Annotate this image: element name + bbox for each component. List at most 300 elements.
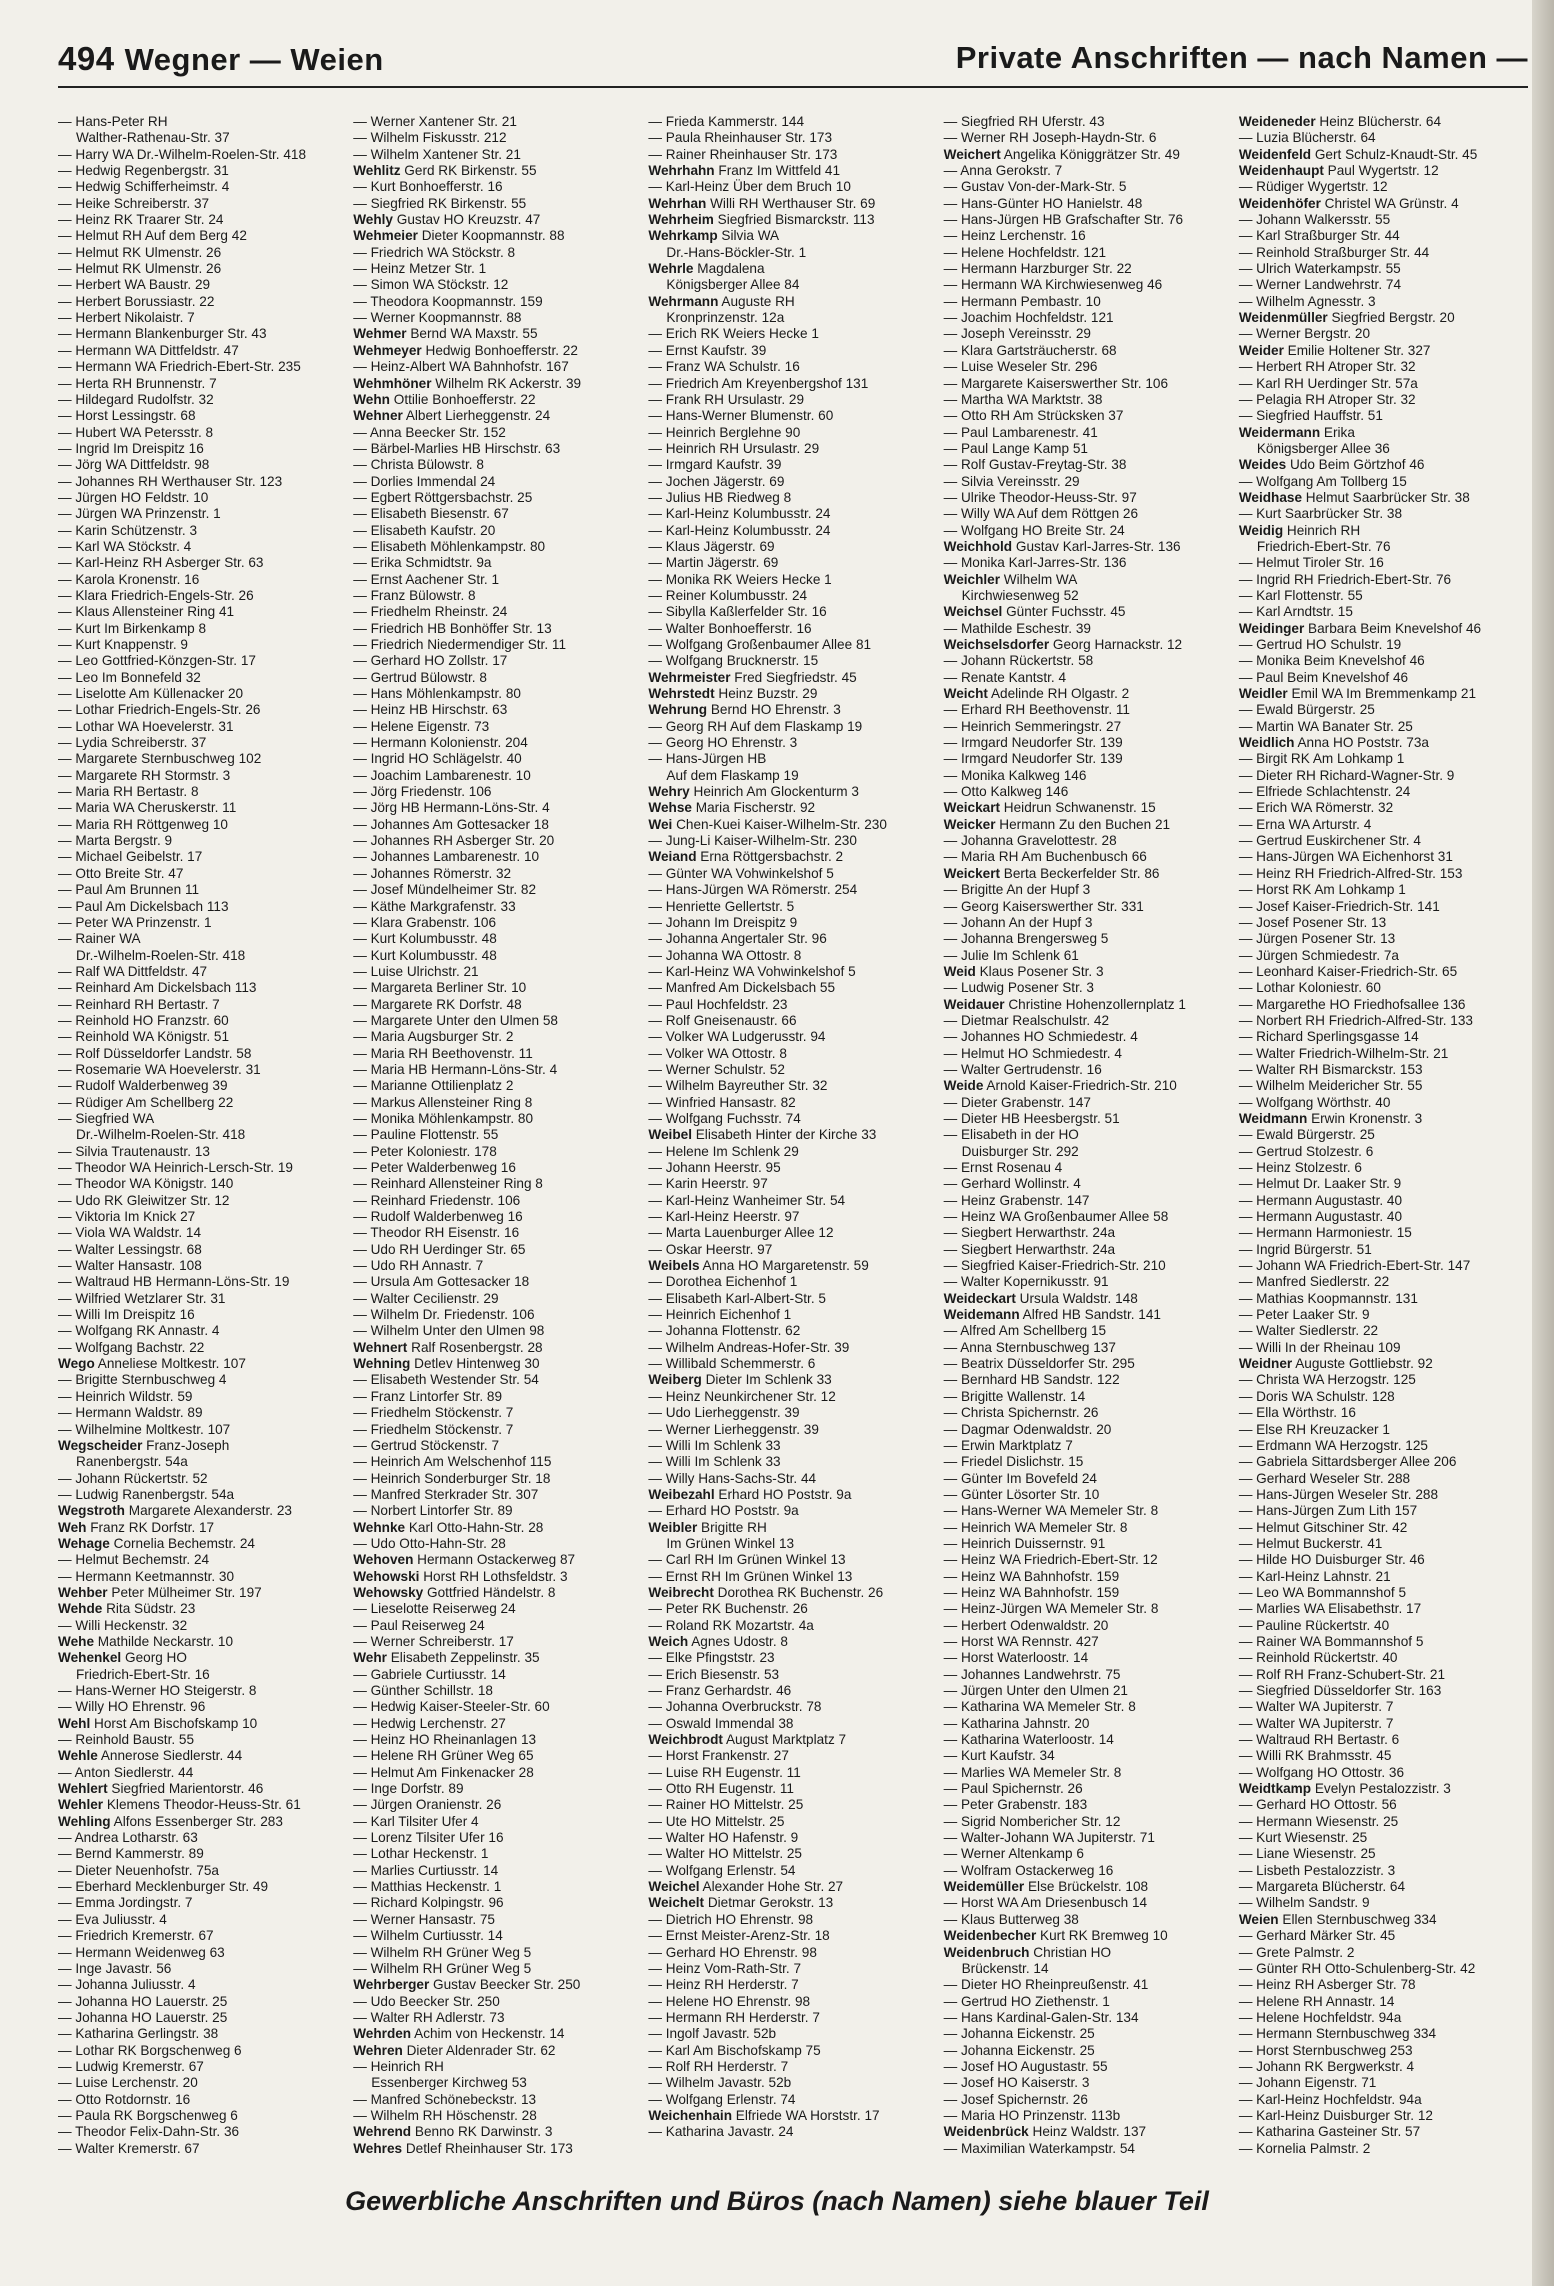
directory-entry: — Pauline Rückertstr. 40: [1238, 1617, 1390, 1633]
directory-entry: Weid Klaus Posener Str. 3: [943, 963, 1104, 979]
directory-entry: Wehlert Siegfried Marientorstr. 46: [58, 1781, 264, 1797]
directory-entry: Wegscheider Franz-Joseph: [58, 1437, 230, 1453]
directory-entry: — Wolfgang Am Tollberg 15: [1238, 473, 1407, 489]
directory-entry: — Wilhelm Sandstr. 9: [1238, 1895, 1370, 1911]
header-left: [58, 40, 384, 78]
directory-entry: — Siegfried RH Uferstr. 43: [943, 114, 1105, 129]
directory-entry: Wei Chen-Kuei Kaiser-Wilhelm-Str. 230: [648, 816, 887, 832]
directory-entry: — Wilhelm RH Grüner Weg 5: [353, 1960, 532, 1976]
directory-entry: Weicker Hermann Zu den Buchen 21: [943, 816, 1171, 832]
directory-entry: — Friedrich Am Kreyenbergshof 131: [648, 375, 869, 391]
directory-entry: — Karl-Heinz WA Vohwinkelshof 5: [648, 963, 856, 979]
directory-entry: — Brigitte Wallenstr. 14: [943, 1388, 1086, 1404]
directory-entry: Wehowsky Gottfried Händelstr. 8: [353, 1584, 556, 1600]
directory-entry: — Karl RH Uerdinger Str. 57a: [1238, 375, 1418, 391]
directory-entry: — Lisbeth Pestalozzistr. 3: [1238, 1862, 1396, 1878]
directory-entry: — Dieter RH Richard-Wagner-Str. 9: [1238, 767, 1455, 783]
directory-entry: — Gerhard Weseler Str. 288: [1238, 1470, 1411, 1486]
directory-entry: — Klara Gartsträucherstr. 68: [943, 342, 1117, 358]
directory-entry: — Franz Bülowstr. 8: [353, 587, 476, 603]
directory-entry: — Ernst RH Im Grünen Winkel 13: [648, 1568, 853, 1584]
directory-entry: — Maria RH Röttgenweg 10: [58, 816, 228, 832]
directory-entry: — Klaus Allensteiner Ring 41: [58, 604, 235, 620]
directory-entry: — Christa WA Herzogstr. 125: [1238, 1372, 1416, 1388]
directory-entry: — Katharina Waterloostr. 14: [943, 1732, 1114, 1748]
directory-entry: — Klaus Jägerstr. 69: [648, 538, 775, 554]
directory-entry: Wehle Annerose Siedlerstr. 44: [58, 1748, 243, 1764]
directory-entry: — Frieda Kammerstr. 144: [648, 114, 805, 129]
directory-entry: — Renate Kantstr. 4: [943, 669, 1067, 685]
directory-entry: — Dieter Neuenhofstr. 75a: [58, 1862, 219, 1878]
directory-entry: — Helene RH Grüner Weg 65: [353, 1748, 534, 1764]
directory-entry: — Josef Spichernstr. 26: [943, 2091, 1088, 2107]
directory-entry: — Heinz RH Friedrich-Alfred-Str. 153: [1238, 865, 1463, 881]
directory-entry: Weidenbrück Heinz Waldstr. 137: [943, 2124, 1147, 2140]
directory-entry: Weideckart Ursula Waldstr. 148: [943, 1290, 1138, 1306]
directory-entry: — Kurt Knappenstr. 9: [58, 637, 188, 652]
directory-entry: — Dieter HB Heesbergstr. 51: [943, 1110, 1120, 1126]
directory-entry: — Werner Landwehrstr. 74: [1238, 277, 1402, 293]
directory-entry: — Siegfried Kaiser-Friedrich-Str. 210: [943, 1258, 1166, 1274]
directory-entry: — Friedrich WA Stöckstr. 8: [353, 244, 516, 260]
directory-entry: Wehning Detlev Hintenweg 30: [353, 1356, 540, 1372]
directory-entry: — Maria WA Cheruskerstr. 11: [58, 800, 237, 816]
directory-entry: — Christa Spichernstr. 26: [943, 1405, 1099, 1421]
directory-entry: — Heinz HO Rheinanlagen 13: [353, 1732, 537, 1748]
page-number: 494: [58, 40, 115, 77]
directory-entry: Wehmer Bernd WA Maxstr. 55: [353, 326, 538, 342]
directory-entry: — Volker WA Ottostr. 8: [648, 1045, 787, 1061]
directory-entry: — Ingrid RH Friedrich-Ebert-Str. 76: [1238, 571, 1452, 587]
directory-entry: — Friedrich Niedermendiger Str. 11: [353, 637, 567, 652]
directory-entry: — Kurt Kolumbusstr. 48: [353, 947, 497, 963]
directory-entry: — Hilde HO Duisburger Str. 46: [1238, 1552, 1425, 1568]
directory-entry: — Walter WA Jupiterstr. 7: [1238, 1715, 1394, 1731]
directory-entry: — Wolfgang HO Ottostr. 36: [1238, 1764, 1405, 1780]
directory-entry: — Manfred Sterkrader Str. 307: [353, 1486, 539, 1502]
directory-entry: Wego Anneliese Moltkestr. 107: [58, 1356, 246, 1372]
directory-entry: — Hans-Peter RH: [58, 114, 168, 129]
directory-entry: — Reinhold HO Franzstr. 60: [58, 1012, 229, 1028]
directory-entry: — Anna Beecker Str. 152: [353, 424, 506, 440]
directory-entry: — Henriette Gellertstr. 5: [648, 898, 795, 914]
directory-entry: — Otto Kalkweg 146: [943, 784, 1069, 800]
directory-entry: — Helmut RK Ulmenstr. 26: [58, 244, 222, 260]
directory-entry: — Reiner Kolumbusstr. 24: [648, 587, 808, 603]
directory-entry: — Heinrich RH: [353, 2058, 444, 2074]
directory-entry: — Paul Hochfeldstr. 23: [648, 996, 788, 1012]
directory-entry: — Eva Juliusstr. 4: [58, 1911, 167, 1927]
directory-entry: — Lorenz Tilsiter Ufer 16: [353, 1830, 504, 1846]
directory-entry: — Josef HO Kaiserstr. 3: [943, 2075, 1090, 2091]
section-title: Private Anschriften — nach Namen —: [955, 40, 1528, 75]
directory-entry: — Luise Lerchenstr. 20: [58, 2075, 198, 2091]
directory-entry: — Ulrike Theodor-Heuss-Str. 97: [943, 489, 1137, 505]
directory-entry: — Horst Sternbuschweg 253: [1238, 2042, 1413, 2058]
directory-entry: — Paul Am Dickelsbach 113: [58, 898, 229, 914]
directory-entry: — Karola Kronenstr. 16: [58, 571, 200, 587]
directory-entry: — Oswald Immendal 38: [648, 1715, 794, 1731]
directory-entry: Weidenhöfer Christel WA Grünstr. 4: [1238, 195, 1459, 211]
directory-entry: Wehry Heinrich Am Glockenturm 3: [648, 784, 859, 800]
directory-entry: — Wolfgang HO Breite Str. 24: [943, 522, 1125, 538]
directory-entry: — Irmgard Neudorfer Str. 139: [943, 751, 1123, 767]
directory-entry: — Marta Lauenburger Allee 12: [648, 1225, 834, 1241]
directory-entry: — Johanna Flottenstr. 62: [648, 1323, 801, 1339]
directory-entry: — Udo RH Uerdinger Str. 65: [353, 1241, 526, 1257]
column-1: [58, 114, 347, 2156]
directory-entry: — Wolfgang Fuchsstr. 74: [648, 1110, 801, 1126]
directory-entry: — Silvia Vereinsstr. 29: [943, 473, 1080, 489]
directory-entry: — Norbert RH Friedrich-Alfred-Str. 133: [1238, 1012, 1473, 1028]
directory-entry: — Grete Palmstr. 2: [1238, 1944, 1355, 1960]
directory-entry: — Wolfgang Brucknerstr. 15: [648, 653, 819, 669]
directory-entry: — Klara Grabenstr. 106: [353, 914, 497, 930]
directory-entry: — Helene Hochfeldstr. 121: [943, 244, 1107, 260]
directory-entry: Weickert Berta Beckerfelder Str. 86: [943, 865, 1160, 881]
directory-entry: — Günter Im Bovefeld 24: [943, 1470, 1097, 1486]
directory-entry: — Lothar Friedrich-Engels-Str. 26: [58, 702, 261, 718]
directory-entry: Wehmhöner Wilhelm RK Ackerstr. 39: [353, 375, 582, 391]
directory-entry: — Willy HO Ehrenstr. 96: [58, 1699, 206, 1715]
directory-entry: — Walter Gertrudenstr. 16: [943, 1061, 1102, 1077]
directory-entry: — Heinz Stolzestr. 6: [1238, 1160, 1362, 1175]
directory-entry: — Paul Lambarenestr. 41: [943, 424, 1098, 440]
directory-entry: — Herbert RH Atroper Str. 32: [1238, 359, 1416, 375]
directory-entry: — Helmut HO Schmiedestr. 4: [943, 1045, 1122, 1061]
directory-entry: — Rainer Rheinhauser Str. 173: [648, 146, 838, 162]
directory-entry: — Elisabeth Kaufstr. 20: [353, 522, 496, 538]
directory-entry: — Johannes Lambarenestr. 10: [353, 849, 540, 865]
directory-entry: Weichselsdorfer Georg Harnackstr. 12: [943, 637, 1183, 652]
directory-entry: — Walter RH Adlerstr. 73: [353, 2009, 505, 2025]
directory-entry: — Horst WA Am Driesenbusch 14: [943, 1895, 1148, 1911]
directory-entry: — Franz WA Schulstr. 16: [648, 359, 800, 375]
column-2: [353, 114, 642, 2156]
directory-entry: Weidig Heinrich RH: [1238, 522, 1361, 538]
directory-entry: — Kurt Saarbrücker Str. 38: [1238, 506, 1403, 522]
directory-entry: — Hermann Harmoniestr. 15: [1238, 1225, 1412, 1241]
directory-entry: — Reinhold Baustr. 55: [58, 1732, 195, 1748]
directory-entry: — Käthe Markgrafenstr. 33: [353, 898, 516, 914]
directory-entry: Wehling Alfons Essenberger Str. 283: [58, 1813, 283, 1829]
directory-entry: — Wilhelm Fiskusstr. 212: [353, 130, 507, 146]
directory-entry: — Wilfried Wetzlarer Str. 31: [58, 1290, 226, 1306]
directory-entry: — Inge Javastr. 56: [58, 1960, 172, 1976]
directory-entry: — Johann WA Friedrich-Ebert-Str. 147: [1238, 1258, 1471, 1274]
directory-entry: — Hans-Jürgen Zum Lith 157: [1238, 1503, 1418, 1519]
directory-entry: — Gertrud Stolzestr. 6: [1238, 1143, 1374, 1159]
directory-entry: Dr.-Wilhelm-Roelen-Str. 418: [76, 947, 246, 963]
directory-entry: — Herbert Odenwaldstr. 20: [943, 1617, 1109, 1633]
directory-entry: — Peter WA Prinzenstr. 1: [58, 914, 212, 930]
directory-entry: — Heinrich Duissernstr. 91: [943, 1535, 1106, 1551]
directory-entry: — Rainer WA Bommannshof 5: [1238, 1633, 1424, 1649]
directory-entry: — Monika Möhlenkampstr. 80: [353, 1110, 534, 1126]
page-header: [58, 40, 1528, 88]
directory-entry: — Anna Sternbuschweg 137: [943, 1339, 1116, 1355]
directory-entry: — Werner Hansastr. 75: [353, 1911, 495, 1927]
directory-entry: — Jürgen Posener Str. 13: [1238, 931, 1396, 947]
directory-entry: Weidmann Erwin Kronenstr. 3: [1238, 1110, 1423, 1126]
directory-entry: — Peter RK Buchenstr. 26: [648, 1601, 808, 1617]
directory-entry: — Otto Breite Str. 47: [58, 865, 184, 881]
directory-entry: Wehr Elisabeth Zeppelinstr. 35: [353, 1650, 540, 1666]
directory-entry: — Siegbert Herwarthstr. 24a: [943, 1225, 1116, 1241]
directory-entry: — Werner Xantener Str. 21: [353, 114, 517, 129]
directory-entry: — Karin Heerstr. 97: [648, 1176, 768, 1192]
directory-entry: — Georg Kaiserswerther Str. 331: [943, 898, 1144, 914]
directory-entry: Ranenbergstr. 54a: [76, 1454, 188, 1470]
directory-entry: — Willy WA Auf dem Röttgen 26: [943, 506, 1139, 522]
directory-entry: — Wilhelm Curtiusstr. 14: [353, 1928, 503, 1944]
directory-entry: Wehoven Hermann Ostackerweg 87: [353, 1552, 576, 1568]
directory-entry: — Udo Otto-Hahn-Str. 28: [353, 1535, 506, 1551]
directory-entry: — Hans Möhlenkampstr. 80: [353, 686, 521, 702]
directory-entry: Weider Emilie Holtener Str. 327: [1238, 342, 1431, 358]
directory-entry: — Lydia Schreiberstr. 37: [58, 735, 207, 751]
directory-entry: Weibler Brigitte RH: [648, 1519, 767, 1535]
directory-entry: Weichelt Dietmar Gerokstr. 13: [648, 1895, 834, 1911]
directory-entry: — Liselotte Am Küllenacker 20: [58, 686, 244, 702]
directory-entry: — Johann Heerstr. 95: [648, 1160, 781, 1175]
directory-entry: — Hedwig Lerchenstr. 27: [353, 1715, 506, 1731]
directory-entry: — Hermann Sternbuschweg 334: [1238, 2026, 1437, 2042]
directory-entry: — Leo WA Bommannshof 5: [1238, 1584, 1407, 1600]
directory-entry: — Udo Beecker Str. 250: [353, 1993, 500, 2009]
directory-entry: Weichbrodt August Marktplatz 7: [648, 1732, 847, 1748]
directory-entry: — Gustav Von-der-Mark-Str. 5: [943, 179, 1127, 195]
directory-entry: — Margarete RH Stormstr. 3: [58, 767, 231, 783]
directory-entry: — Gertrud Bülowstr. 8: [353, 669, 487, 685]
directory-entry: — Silvia Trautenaustr. 13: [58, 1143, 210, 1159]
directory-entry: — Karl Am Bischofskamp 75: [648, 2042, 821, 2058]
directory-entry: — Rolf Gustav-Freytag-Str. 38: [943, 457, 1127, 473]
directory-entry: — Julie Im Schlenk 61: [943, 947, 1079, 963]
directory-entry: Friedrich-Ebert-Str. 76: [1256, 538, 1391, 554]
directory-entry: — Paul Lange Kamp 51: [943, 440, 1088, 456]
directory-entry: — Ute HO Mittelstr. 25: [648, 1813, 785, 1829]
directory-entry: Weidemann Alfred HB Sandstr. 141: [943, 1307, 1161, 1323]
directory-entry: Wehlitz Gerd RK Birkenstr. 55: [353, 163, 537, 179]
directory-entry: — Walter HO Mittelstr. 25: [648, 1846, 802, 1862]
directory-entry: — Georg HO Ehrenstr. 3: [648, 735, 798, 751]
directory-entry: — Ingrid Im Dreispitz 16: [58, 440, 204, 456]
directory-entry: Weidemüller Else Brückelstr. 108: [943, 1879, 1149, 1895]
directory-entry: — Reinhard RH Bertastr. 7: [58, 996, 220, 1012]
directory-entry: — Hans-Jürgen Weseler Str. 288: [1238, 1486, 1439, 1502]
directory-entry: — Viola WA Waldstr. 14: [58, 1225, 202, 1241]
directory-entry: — Jung-Li Kaiser-Wilhelm-Str. 230: [648, 833, 857, 849]
directory-entry: — Erika Schmidtstr. 9a: [353, 555, 492, 571]
directory-entry: Wehrheim Siegfried Bismarckstr. 113: [648, 212, 875, 228]
directory-entry: — Jürgen Unter den Ulmen 21: [943, 1683, 1128, 1698]
directory-entry: — Wolfgang Erlenstr. 54: [648, 1862, 796, 1878]
directory-entry: — Manfred Schönebeckstr. 13: [353, 2091, 537, 2107]
directory-entry: Weidler Emil WA Im Bremmenkamp 21: [1238, 686, 1477, 702]
directory-entry: Weich Agnes Udostr. 8: [648, 1633, 788, 1649]
directory-entry: — Heinz Metzer Str. 1: [353, 261, 487, 277]
directory-entry: — Ewald Bürgerstr. 25: [1238, 702, 1375, 718]
directory-entry: — Wilhelm Bayreuther Str. 32: [648, 1078, 828, 1094]
directory-entry: — Ernst Aachener Str. 1: [353, 571, 500, 587]
directory-entry: — Karl-Heinz Hochfeldstr. 94a: [1238, 2091, 1422, 2107]
directory-entry: Wehner Albert Lierheggenstr. 24: [353, 408, 551, 424]
directory-entry: — Heinz Neunkirchener Str. 12: [648, 1388, 836, 1404]
directory-entry: — Marlies Curtiusstr. 14: [353, 1862, 499, 1878]
directory-entry: — Karl-Heinz Duisburger Str. 12: [1238, 2107, 1433, 2123]
column-4: [943, 114, 1233, 2156]
directory-entry: — Theodor WA Königstr. 140: [58, 1176, 234, 1192]
directory-entry: — Pelagia RH Atroper Str. 32: [1238, 391, 1416, 407]
directory-entry: — Johannes Am Gottesacker 18: [353, 816, 549, 832]
directory-entry: — Oskar Heerstr. 97: [648, 1241, 773, 1257]
directory-entry: — Lothar Heckenstr. 1: [353, 1846, 489, 1862]
directory-entry: — Elisabeth Möhlenkampstr. 80: [353, 538, 546, 554]
directory-entry: — Kurt Kaufstr. 34: [943, 1748, 1055, 1764]
directory-entry: — Martha WA Marktstr. 38: [943, 391, 1103, 407]
directory-entry: — Kurt Bonhoefferstr. 16: [353, 179, 503, 195]
directory-entry: — Johanna Juliusstr. 4: [58, 1977, 196, 1993]
directory-entry: — Hermann Blankenburger Str. 43: [58, 326, 267, 342]
directory-entry: — Ingolf Javastr. 52b: [648, 2026, 777, 2042]
directory-entry: — Katharina Gerlingstr. 38: [58, 2026, 219, 2042]
directory-entry: — Friedhelm Rheinstr. 24: [353, 604, 508, 620]
directory-entry: — Peter Laaker Str. 9: [1238, 1307, 1370, 1323]
directory-entry: — Johann Im Dreispitz 9: [648, 914, 798, 930]
directory-entry: — Hans-Jürgen HB Grafschafter Str. 76: [943, 212, 1184, 228]
directory-entry: — Hedwig Schifferheimstr. 4: [58, 179, 230, 195]
directory-entry: — Walter HO Hafenstr. 9: [648, 1830, 799, 1846]
directory-entry: — Helene Im Schlenk 29: [648, 1143, 799, 1159]
directory-entry: — Friedel Dislichstr. 15: [943, 1454, 1084, 1470]
directory-entry: — Johanna Eickenstr. 25: [943, 2042, 1095, 2058]
directory-entry: — Paula Rheinhauser Str. 173: [648, 130, 833, 146]
directory-entry: — Jochen Jägerstr. 69: [648, 473, 785, 489]
directory-entry: — Josef Posener Str. 13: [1238, 914, 1387, 930]
directory-entry: — Helene RH Annastr. 14: [1238, 1993, 1395, 2009]
directory-entry: — Jürgen Oranienstr. 26: [353, 1797, 502, 1813]
directory-entry: — Udo RK Gleiwitzer Str. 12: [58, 1192, 230, 1208]
directory-entry: — Johanna HO Lauerstr. 25: [58, 2009, 228, 2025]
directory-entry: — Willi RK Brahmsstr. 45: [1238, 1748, 1392, 1764]
directory-entry: — Walter Siedlerstr. 22: [1238, 1323, 1379, 1339]
directory-entry: Wehn Ottilie Bonhoefferstr. 22: [353, 391, 536, 407]
directory-entry: — Maria HO Prinzenstr. 113b: [943, 2107, 1121, 2123]
directory-entry: — Willy Hans-Sachs-Str. 44: [648, 1470, 817, 1486]
directory-entry: Wehrmeister Fred Siegfriedstr. 45: [648, 669, 857, 685]
directory-entry: — Johann Eigenstr. 71: [1238, 2075, 1377, 2091]
directory-entry: — Günter WA Vohwinkelshof 5: [648, 865, 834, 881]
directory-entry: Wehe Mathilde Neckarstr. 10: [58, 1633, 234, 1649]
directory-entry: — Herbert Nikolaistr. 7: [58, 310, 195, 326]
directory-entry: — Heinz Vom-Rath-Str. 7: [648, 1960, 802, 1976]
directory-entry: — Hermann Harzburger Str. 22: [943, 261, 1132, 277]
directory-entry: — Helmut Buckerstr. 41: [1238, 1535, 1383, 1551]
directory-entry: — Maria RH Beethovenstr. 11: [353, 1045, 533, 1061]
directory-entry: Wehrden Achim von Heckenstr. 14: [353, 2026, 565, 2042]
directory-entry: — Walter Hansastr. 108: [58, 1258, 202, 1274]
directory-entry: — Bernd Kammerstr. 89: [58, 1846, 204, 1862]
directory-entry: — Walter Friedrich-Wilhelm-Str. 21: [1238, 1045, 1449, 1061]
directory-entry: — Hermann WA Dittfeldstr. 47: [58, 342, 239, 358]
directory-entry: — Hans-Werner Blumenstr. 60: [648, 408, 834, 424]
directory-entry: — Wolfgang Großenbaumer Allee 81: [648, 637, 872, 652]
directory-entry: — Ludwig Ranenbergstr. 54a: [58, 1486, 235, 1502]
directory-entry: — Wolfgang Erlenstr. 74: [648, 2091, 796, 2107]
directory-entry: — Wolfram Ostackerweg 16: [943, 1862, 1114, 1878]
directory-entry: Wehmeier Dieter Koopmannstr. 88: [353, 228, 565, 244]
directory-entry: — Marta Bergstr. 9: [58, 833, 173, 849]
directory-entry: — Rudolf Walderbenweg 39: [58, 1078, 228, 1094]
directory-entry: — Gertrud Stöckenstr. 7: [353, 1437, 500, 1453]
directory-entry: Wehrberger Gustav Beecker Str. 250: [353, 1977, 581, 1993]
directory-entry: — Helene Hochfeldstr. 94a: [1238, 2009, 1402, 2025]
directory-entry: — Wilhelmine Moltkestr. 107: [58, 1421, 231, 1437]
directory-entry: — Hans Kardinal-Galen-Str. 134: [943, 2009, 1139, 2025]
directory-entry: — Walter Bonhoefferstr. 16: [648, 620, 812, 636]
directory-entry: — Hermann WA Friedrich-Ebert-Str. 235: [58, 359, 301, 375]
directory-entry: Weiberg Dieter Im Schlenk 33: [648, 1372, 832, 1388]
directory-entry: Wehl Horst Am Bischofskamp 10: [58, 1715, 258, 1731]
directory-entry: Weides Udo Beim Görtzhof 46: [1238, 457, 1425, 473]
directory-entry: — Margarete Unter den Ulmen 58: [353, 1012, 558, 1028]
directory-entry: — Kornelia Palmstr. 2: [1238, 2140, 1371, 2156]
directory-entry: — Erdmann WA Herzogstr. 125: [1238, 1437, 1428, 1453]
directory-entry: Weickart Heidrun Schwanenstr. 15: [943, 800, 1156, 816]
directory-entry: — Hildegard Rudolfstr. 32: [58, 391, 214, 407]
directory-entry: — Johann Rückertstr. 58: [943, 653, 1094, 669]
directory-entry: — Rudolf Walderbenweg 16: [353, 1209, 523, 1225]
directory-entry: — Johanna WA Ottostr. 8: [648, 947, 802, 963]
directory-entry: — Werner Bergstr. 20: [1238, 326, 1371, 342]
directory-entry: — Manfred Siedlerstr. 22: [1238, 1274, 1390, 1290]
directory-entry: — Willi Im Schlenk 33: [648, 1454, 781, 1470]
directory-entry: — Simon WA Stöckstr. 12: [353, 277, 509, 293]
directory-entry: — Luise Ulrichstr. 21: [353, 963, 479, 979]
directory-entry: — Monika Karl-Jarres-Str. 136: [943, 555, 1127, 571]
directory-entry: — Karl-Heinz Über dem Bruch 10: [648, 179, 851, 195]
directory-entry: — Gertrud Euskirchener Str. 4: [1238, 833, 1421, 849]
directory-entry: — Elke Pfingststr. 23: [648, 1650, 775, 1666]
directory-entry: — Helene Eigenstr. 73: [353, 718, 490, 734]
directory-entry: — Erich WA Römerstr. 32: [1238, 800, 1394, 816]
directory-entry: — Ludwig Posener Str. 3: [943, 980, 1094, 996]
directory-entry: Weidenmüller Siegfried Bergstr. 20: [1238, 310, 1455, 326]
directory-entry: — Klaus Butterweg 38: [943, 1911, 1079, 1927]
directory-entry: — Willi In der Rheinau 109: [1238, 1339, 1401, 1355]
directory-entry: — Wolfgang Bachstr. 22: [58, 1339, 205, 1355]
directory-entry: — Walter Lessingstr. 68: [58, 1241, 202, 1257]
directory-entry: — Hermann Kolonienstr. 204: [353, 735, 528, 751]
directory-entry: — Heinrich Eichenhof 1: [648, 1307, 792, 1323]
directory-entry: — Dorlies Immendal 24: [353, 473, 496, 489]
directory-entry: — Kurt Im Birkenkamp 8: [58, 620, 207, 636]
directory-entry: — Hans-Werner HO Steigerstr. 8: [58, 1683, 257, 1698]
directory-entry: — Hedwig Kaiser-Steeler-Str. 60: [353, 1699, 550, 1715]
directory-entry: — Pauline Flottenstr. 55: [353, 1127, 499, 1143]
directory-entry: — Siegfried Düsseldorfer Str. 163: [1238, 1683, 1442, 1698]
directory-entry: — Manfred Am Dickelsbach 55: [648, 980, 836, 996]
directory-entry: — Viktoria Im Knick 27: [58, 1209, 196, 1225]
directory-entry: — Waltraud RH Bertastr. 6: [1238, 1732, 1400, 1748]
directory-entry: — Werner Koopmannstr. 88: [353, 310, 522, 326]
directory-entry: Weidenfeld Gert Schulz-Knaudt-Str. 45: [1238, 146, 1478, 162]
directory-entry: Weideneder Heinz Blücherstr. 64: [1238, 114, 1442, 129]
directory-entry: — Paul Spichernstr. 26: [943, 1781, 1083, 1797]
directory-entry: — Richard Kolpingstr. 96: [353, 1895, 504, 1911]
page-edge: [1532, 0, 1554, 2286]
